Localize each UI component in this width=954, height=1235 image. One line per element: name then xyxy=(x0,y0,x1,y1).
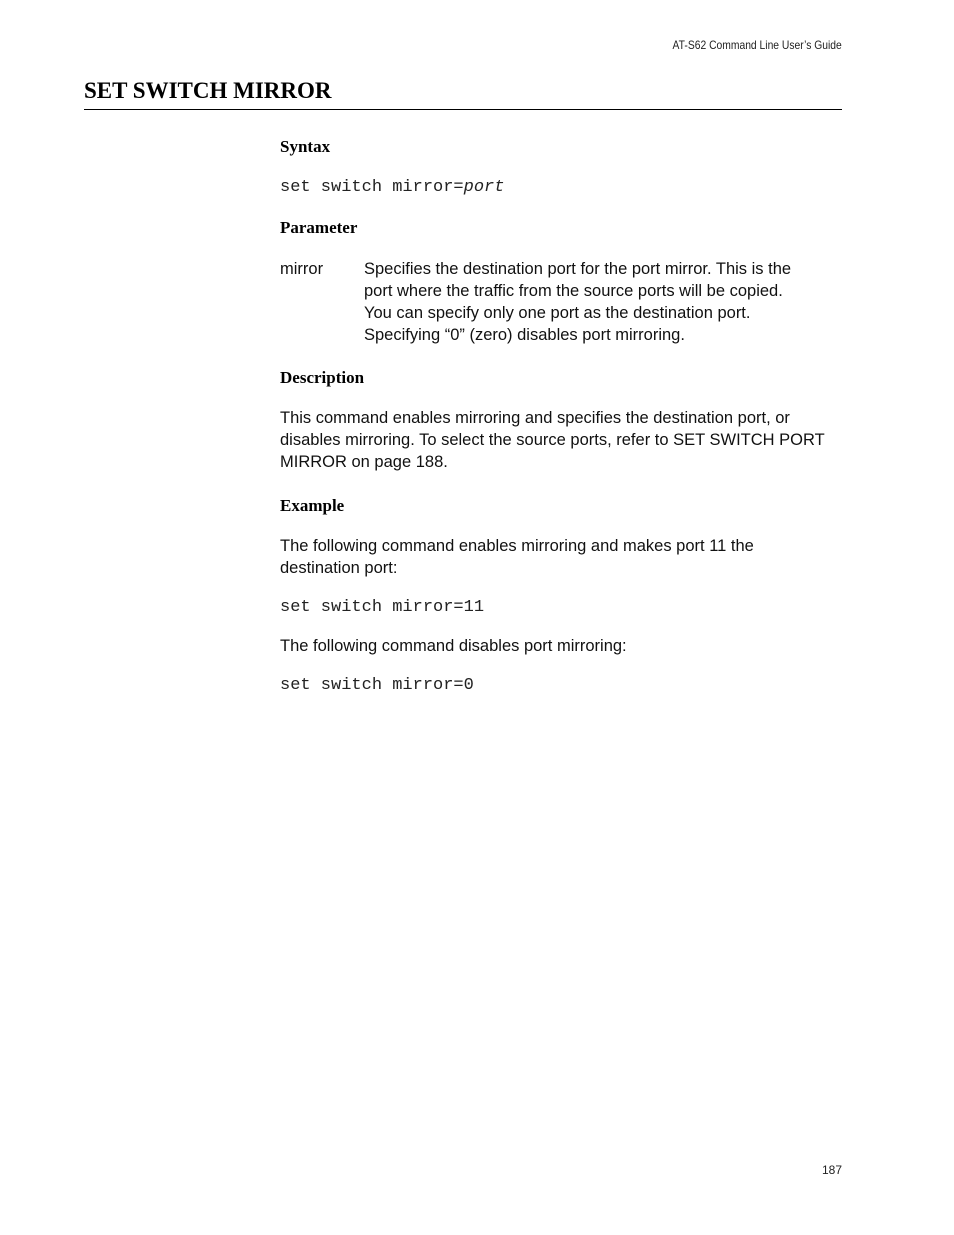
example-intro-line: destination port: xyxy=(280,559,398,577)
description-line: disables mirroring. To select the source ports, refer to SET SWITCH PORT xyxy=(280,431,825,449)
example-intro-line: The following command enables mirroring and makes port 11 the xyxy=(280,537,754,555)
parameter-description xyxy=(364,258,840,346)
example-heading: Example xyxy=(280,496,345,515)
parameter-description-line: port where the traffic from the source ports will be copied. xyxy=(364,282,783,300)
description-heading: Description xyxy=(280,368,365,387)
page-number: 187 xyxy=(821,1163,842,1177)
example-command-1: set switch mirror=11 xyxy=(280,598,485,617)
syntax-command-arg: port xyxy=(463,178,505,197)
syntax-command-prefix: set switch mirror= xyxy=(280,178,464,197)
description-line: MIRROR on page 188. xyxy=(280,453,448,471)
description-line: This command enables mirroring and specifies the destination port, or xyxy=(280,409,790,427)
syntax-command xyxy=(280,178,504,197)
syntax-heading: Syntax xyxy=(280,137,331,156)
example-intro xyxy=(280,535,840,579)
parameter-heading: Parameter xyxy=(280,218,358,237)
parameter-name: mirror xyxy=(280,260,324,278)
description-text xyxy=(280,407,840,473)
parameter-description-line: You can specify only one port as the destination port. xyxy=(364,304,751,322)
page-title: SET SWITCH MIRROR xyxy=(84,78,332,103)
running-header: AT-S62 Command Line User’s Guide xyxy=(672,38,842,52)
example-command-2: set switch mirror=0 xyxy=(280,676,474,695)
parameter-description-line: Specifying “0” (zero) disables port mirroring. xyxy=(364,326,685,344)
example-second-intro: The following command disables port mirroring: xyxy=(280,637,627,655)
parameter-description-line: Specifies the destination port for the port mirror. This is the xyxy=(364,260,792,278)
title-rule xyxy=(84,109,842,110)
